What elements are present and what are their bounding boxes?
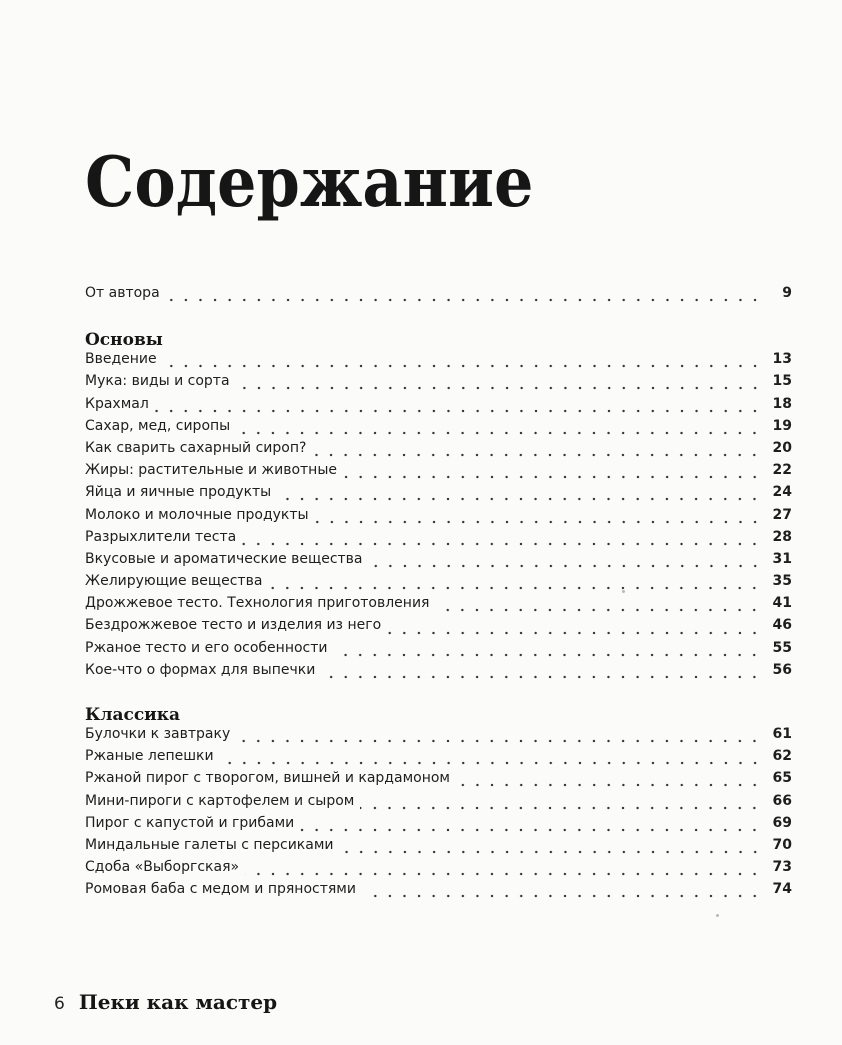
toc-entry[interactable] [85,529,792,551]
toc-entry[interactable] [85,373,792,395]
toc-entry-label: Мука: виды и сорта [85,373,230,390]
toc-entry-label: Бездрожжевое тесто и изделия из него [85,617,382,634]
dot-leader [277,497,762,501]
section-heading: Основы [85,330,163,351]
toc-entry-label: Желирующие вещества [85,573,263,590]
toc-entry[interactable] [85,881,792,903]
dot-leader [369,564,763,568]
paper-speck [716,914,719,917]
toc-entry[interactable] [85,815,792,837]
toc-entry-label: Жиры: растительные и животные [85,462,337,479]
toc-entry[interactable] [85,859,792,881]
toc-entry[interactable] [85,418,792,440]
toc-entry-label: От автора [85,285,160,301]
dot-leader [435,608,762,612]
toc-entry[interactable] [85,484,792,506]
page-title: Содержание [85,141,534,224]
dot-leader [321,675,762,679]
toc-entry[interactable] [85,837,792,859]
dot-leader [387,631,762,635]
toc-entry-page: 27 [772,506,792,523]
toc-entry[interactable] [85,617,792,639]
toc-entry-page: 31 [772,550,792,567]
dot-leader [343,475,762,479]
toc-entry-label: Вкусовые и ароматические вещества [85,550,363,567]
toc-entry-label: Крахмал [85,395,149,412]
toc-entry-label: Молоко и молочные продукты [85,506,309,523]
dot-leader [300,828,762,832]
paper-speck [622,590,625,593]
toc-entry-page: 61 [772,726,792,742]
page-footer [54,990,277,1014]
toc-entry-page: 24 [772,484,792,501]
dot-leader [333,653,762,657]
toc-entry[interactable] [85,396,792,418]
toc-entry-page: 69 [772,814,792,831]
dot-leader [315,520,762,524]
dot-leader [242,542,762,546]
toc-entry-intro[interactable] [85,285,792,307]
toc-entry-label: Ромовая баба с медом и пряностями [85,881,356,898]
dot-leader [155,409,762,413]
toc-entry-page: 20 [772,439,792,456]
toc-entry-page: 55 [772,639,792,656]
toc-entry-label: Ржаные лепешки [85,748,214,765]
toc-entry[interactable] [85,573,792,595]
dot-leader [163,364,762,368]
toc-entry-label: Кое-что о формах для выпечки [85,661,316,678]
toc-entry-label: Яйца и яичные продукты [85,484,272,501]
toc-entry[interactable] [85,793,792,815]
dot-leader [236,431,762,435]
toc-entry-page: 74 [772,881,792,898]
toc-entry-page: 28 [772,528,792,545]
toc-entry-page: 22 [772,462,792,479]
toc-entry-label: Миндальные галеты с персиками [85,836,334,853]
dot-leader [236,739,762,743]
dot-leader [220,761,762,765]
toc-entry[interactable] [85,462,792,484]
toc-entry[interactable] [85,595,792,617]
dot-leader [245,872,762,876]
toc-entry-page: 18 [772,395,792,412]
toc-entry-page: 62 [772,748,792,765]
toc-entry-page: 66 [772,792,792,809]
toc-entry-page: 70 [772,836,792,853]
toc-sections [85,329,792,903]
toc-entry-page: 9 [782,285,792,301]
toc-entry-page: 15 [772,373,792,390]
toc-entry[interactable] [85,662,792,684]
toc-entry-label: Сахар, мед, сиропы [85,417,231,434]
dot-leader [456,783,762,787]
toc-entry[interactable] [85,551,792,573]
toc-entry-label: Булочки к завтраку [85,726,231,742]
table-of-contents [85,285,792,904]
book-title: Пеки как мастер [78,990,278,1014]
toc-entry-label: Ржаное тесто и его особенности [85,639,328,656]
toc-entry-label: Разрыхлители теста [85,528,237,545]
toc-entry-page: 19 [772,417,792,434]
dot-leader [360,806,762,810]
toc-entry-label: Ржаной пирог с творогом, вишней и кардамоном [85,770,450,787]
dot-leader [312,453,762,457]
dot-leader [236,386,762,390]
toc-entry[interactable] [85,440,792,462]
toc-entry-label: Сдоба «Выборгская» [85,859,240,876]
dot-leader [362,894,762,898]
dot-leader [340,850,762,854]
page-number: 6 [54,994,65,1014]
toc-entry-label: Дрожжевое тесто. Технология приготовления [85,595,430,612]
dot-leader [166,298,762,302]
toc-entry-page: 46 [772,617,792,634]
toc-entry-page: 56 [772,661,792,678]
toc-entry-label: Мини-пироги с картофелем и сыром [85,792,355,809]
toc-entry-label: Как сварить сахарный сироп? [85,439,307,456]
toc-entry-page: 41 [772,595,792,612]
toc-entry-label: Введение [85,351,157,368]
toc-entry[interactable] [85,748,792,770]
toc-entry[interactable] [85,507,792,529]
toc-entry-page: 35 [772,573,792,590]
section-heading: Классика [85,705,181,725]
toc-entry[interactable] [85,726,792,748]
toc-entry[interactable] [85,640,792,662]
toc-entry[interactable] [85,351,792,373]
toc-entry-label: Пирог с капустой и грибами [85,814,295,831]
toc-entry-page: 65 [772,770,792,787]
dot-leader [268,586,762,590]
toc-entry-page: 73 [772,859,792,876]
toc-entry[interactable] [85,770,792,792]
toc-entry-page: 13 [772,351,792,368]
